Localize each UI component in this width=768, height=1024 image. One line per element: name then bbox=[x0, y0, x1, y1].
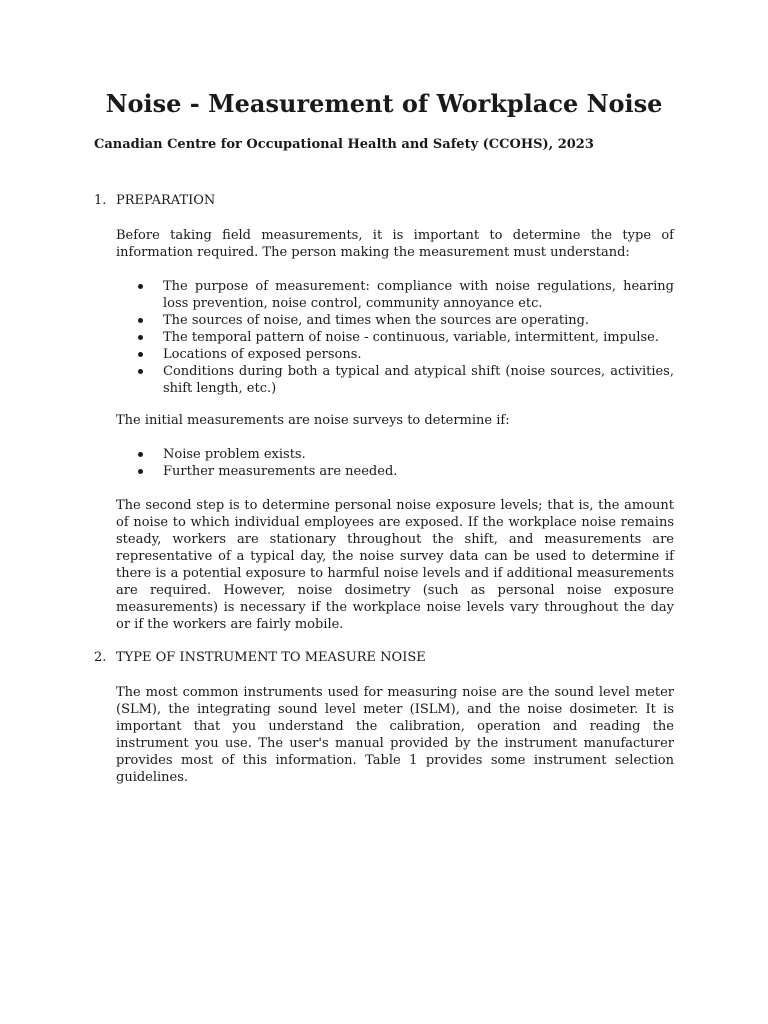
list-item: The sources of noise, and times when the sources are operating. bbox=[116, 312, 674, 329]
section-2-title: TYPE OF INSTRUMENT TO MEASURE NOISE bbox=[116, 650, 426, 665]
list-item: Further measurements are needed. bbox=[116, 463, 674, 480]
section-1-intro: Before taking field measurements, it is important to determine the type of information required. The person making the measurement must understand: bbox=[116, 228, 674, 260]
section-2-number: 2. bbox=[94, 650, 107, 665]
section-1-title: PREPARATION bbox=[116, 193, 216, 208]
bullet-icon bbox=[138, 284, 143, 289]
bullet-icon bbox=[138, 318, 143, 323]
list-item: The temporal pattern of noise - continuous, variable, intermittent, impulse. bbox=[116, 329, 674, 346]
section-1-heading bbox=[94, 192, 215, 209]
survey-bullet-list bbox=[116, 446, 674, 480]
list-item: Locations of exposed persons. bbox=[116, 346, 674, 363]
purpose-bullet-list bbox=[116, 278, 674, 397]
section-1-number: 1. bbox=[94, 193, 107, 208]
survey-intro: The initial measurements are noise surveys to determine if: bbox=[116, 413, 510, 428]
bullet-icon bbox=[138, 335, 143, 340]
bullet-icon bbox=[138, 352, 143, 357]
list-item: Conditions during both a typical and atypical shift (noise sources, activities, shift length, etc.) bbox=[116, 363, 674, 397]
section-2-body: The most common instruments used for measuring noise are the sound level meter (SLM), the integrating sound level meter (ISLM), and the noise dosimeter. It is important that you understand the calibration, operation and reading the instrument you use. The user's manual provided by the instrument manufacturer provides most of this information. Table 1 provides some instrument selection guidelines. bbox=[116, 685, 674, 785]
list-item: Noise problem exists. bbox=[116, 446, 674, 463]
bullet-icon bbox=[138, 452, 143, 457]
document-title: Noise - Measurement of Workplace Noise bbox=[105, 89, 663, 118]
second-step-paragraph: The second step is to determine personal noise exposure levels; that is, the amount of noise to which individual employees are exposed. If the workplace noise remains steady, workers are stationary throughout the shift, and measurements are representative of a typical day, the noise survey data can be used to determine if there is a potential exposure to harmful noise levels and if additional measurements are required. However, noise dosimetry (such as personal noise exposure measurements) is necessary if the workplace noise levels vary throughout the day or if the workers are fairly mobile. bbox=[116, 498, 674, 632]
list-item: The purpose of measurement: compliance with noise regulations, hearing loss prevention, noise control, community annoyance etc. bbox=[116, 278, 674, 312]
document-subtitle: Canadian Centre for Occupational Health and Safety (CCOHS), 2023 bbox=[94, 137, 594, 152]
section-2-heading bbox=[94, 649, 426, 666]
bullet-icon bbox=[138, 369, 143, 374]
bullet-icon bbox=[138, 469, 143, 474]
